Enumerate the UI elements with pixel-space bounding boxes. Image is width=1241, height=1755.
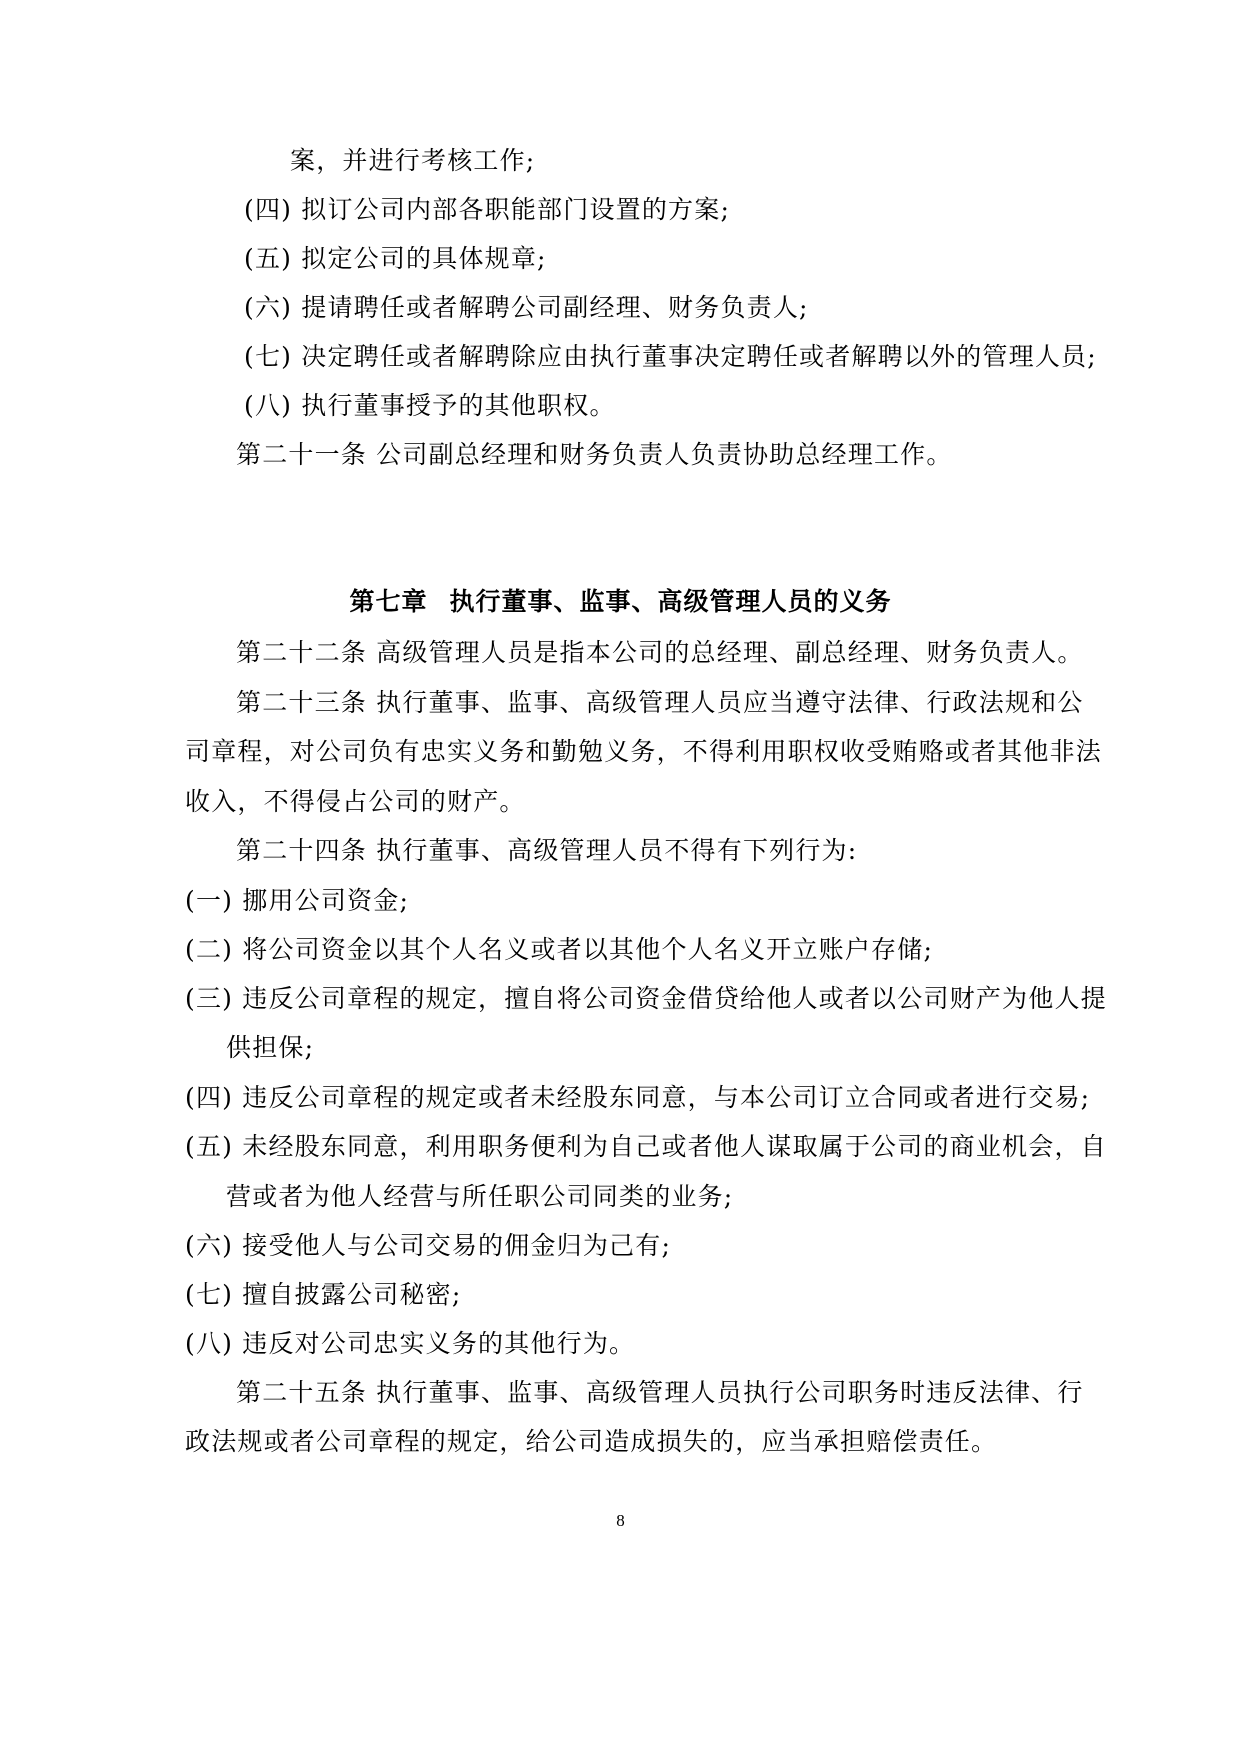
list-item-3-line-2: 供担保; [226,1033,315,1062]
text-line: 案，并进行考核工作; [290,146,536,175]
article-22: 第二十二条 高级管理人员是指本公司的总经理、副总经理、财务负责人。 [236,638,1084,667]
list-item-5-line-2: 营或者为他人经营与所任职公司同类的业务; [226,1182,734,1211]
list-item-6: (六) 提请聘任或者解聘公司副经理、财务负责人; [244,293,809,322]
list-item-7: (七) 擅自披露公司秘密; [185,1280,462,1309]
chapter-title: 执行董事、监事、高级管理人员的义务 [449,587,892,616]
chapter-heading [0,587,1241,617]
list-item-4: (四) 拟订公司内部各职能部门设置的方案; [244,195,731,224]
list-item-8: (八) 违反对公司忠实义务的其他行为。 [185,1329,636,1358]
article-23-line-2: 司章程，对公司负有忠实义务和勤勉义务，不得利用职权收受贿赂或者其他非法 [185,737,1103,766]
article-21: 第二十一条 公司副总经理和财务负责人负责协助总经理工作。 [236,440,953,469]
article-25-line-2: 政法规或者公司章程的规定，给公司造成损失的，应当承担赔偿责任。 [185,1427,998,1456]
list-item-5: (五) 拟定公司的具体规章; [244,244,547,273]
list-item-3-line-1: (三) 违反公司章程的规定，擅自将公司资金借贷给他人或者以公司财产为他人提 [185,984,1107,1013]
list-item-2: (二) 将公司资金以其个人名义或者以其他个人名义开立账户存储; [185,935,934,964]
list-item-5-line-1: (五) 未经股东同意，利用职务便利为自己或者他人谋取属于公司的商业机会，自 [185,1132,1107,1161]
article-23-line-1: 第二十三条 执行董事、监事、高级管理人员应当遵守法律、行政法规和公 [236,688,1084,717]
chapter-number: 第七章 [349,587,428,616]
article-25-line-1: 第二十五条 执行董事、监事、高级管理人员执行公司职务时违反法律、行 [236,1378,1084,1407]
list-item-8: (八) 执行董事授予的其他职权。 [244,391,616,420]
list-item-6: (六) 接受他人与公司交易的佣金归为己有; [185,1231,672,1260]
page-number: 8 [616,1511,625,1530]
list-item-7: (七) 决定聘任或者解聘除应由执行董事决定聘任或者解聘以外的管理人员; [244,342,1097,371]
article-24: 第二十四条 执行董事、高级管理人员不得有下列行为: [236,836,858,865]
list-item-1: (一) 挪用公司资金; [185,886,410,915]
article-23-line-3: 收入，不得侵占公司的财产。 [185,787,526,816]
list-item-4: (四) 违反公司章程的规定或者未经股东同意，与本公司订立合同或者进行交易; [185,1083,1091,1112]
